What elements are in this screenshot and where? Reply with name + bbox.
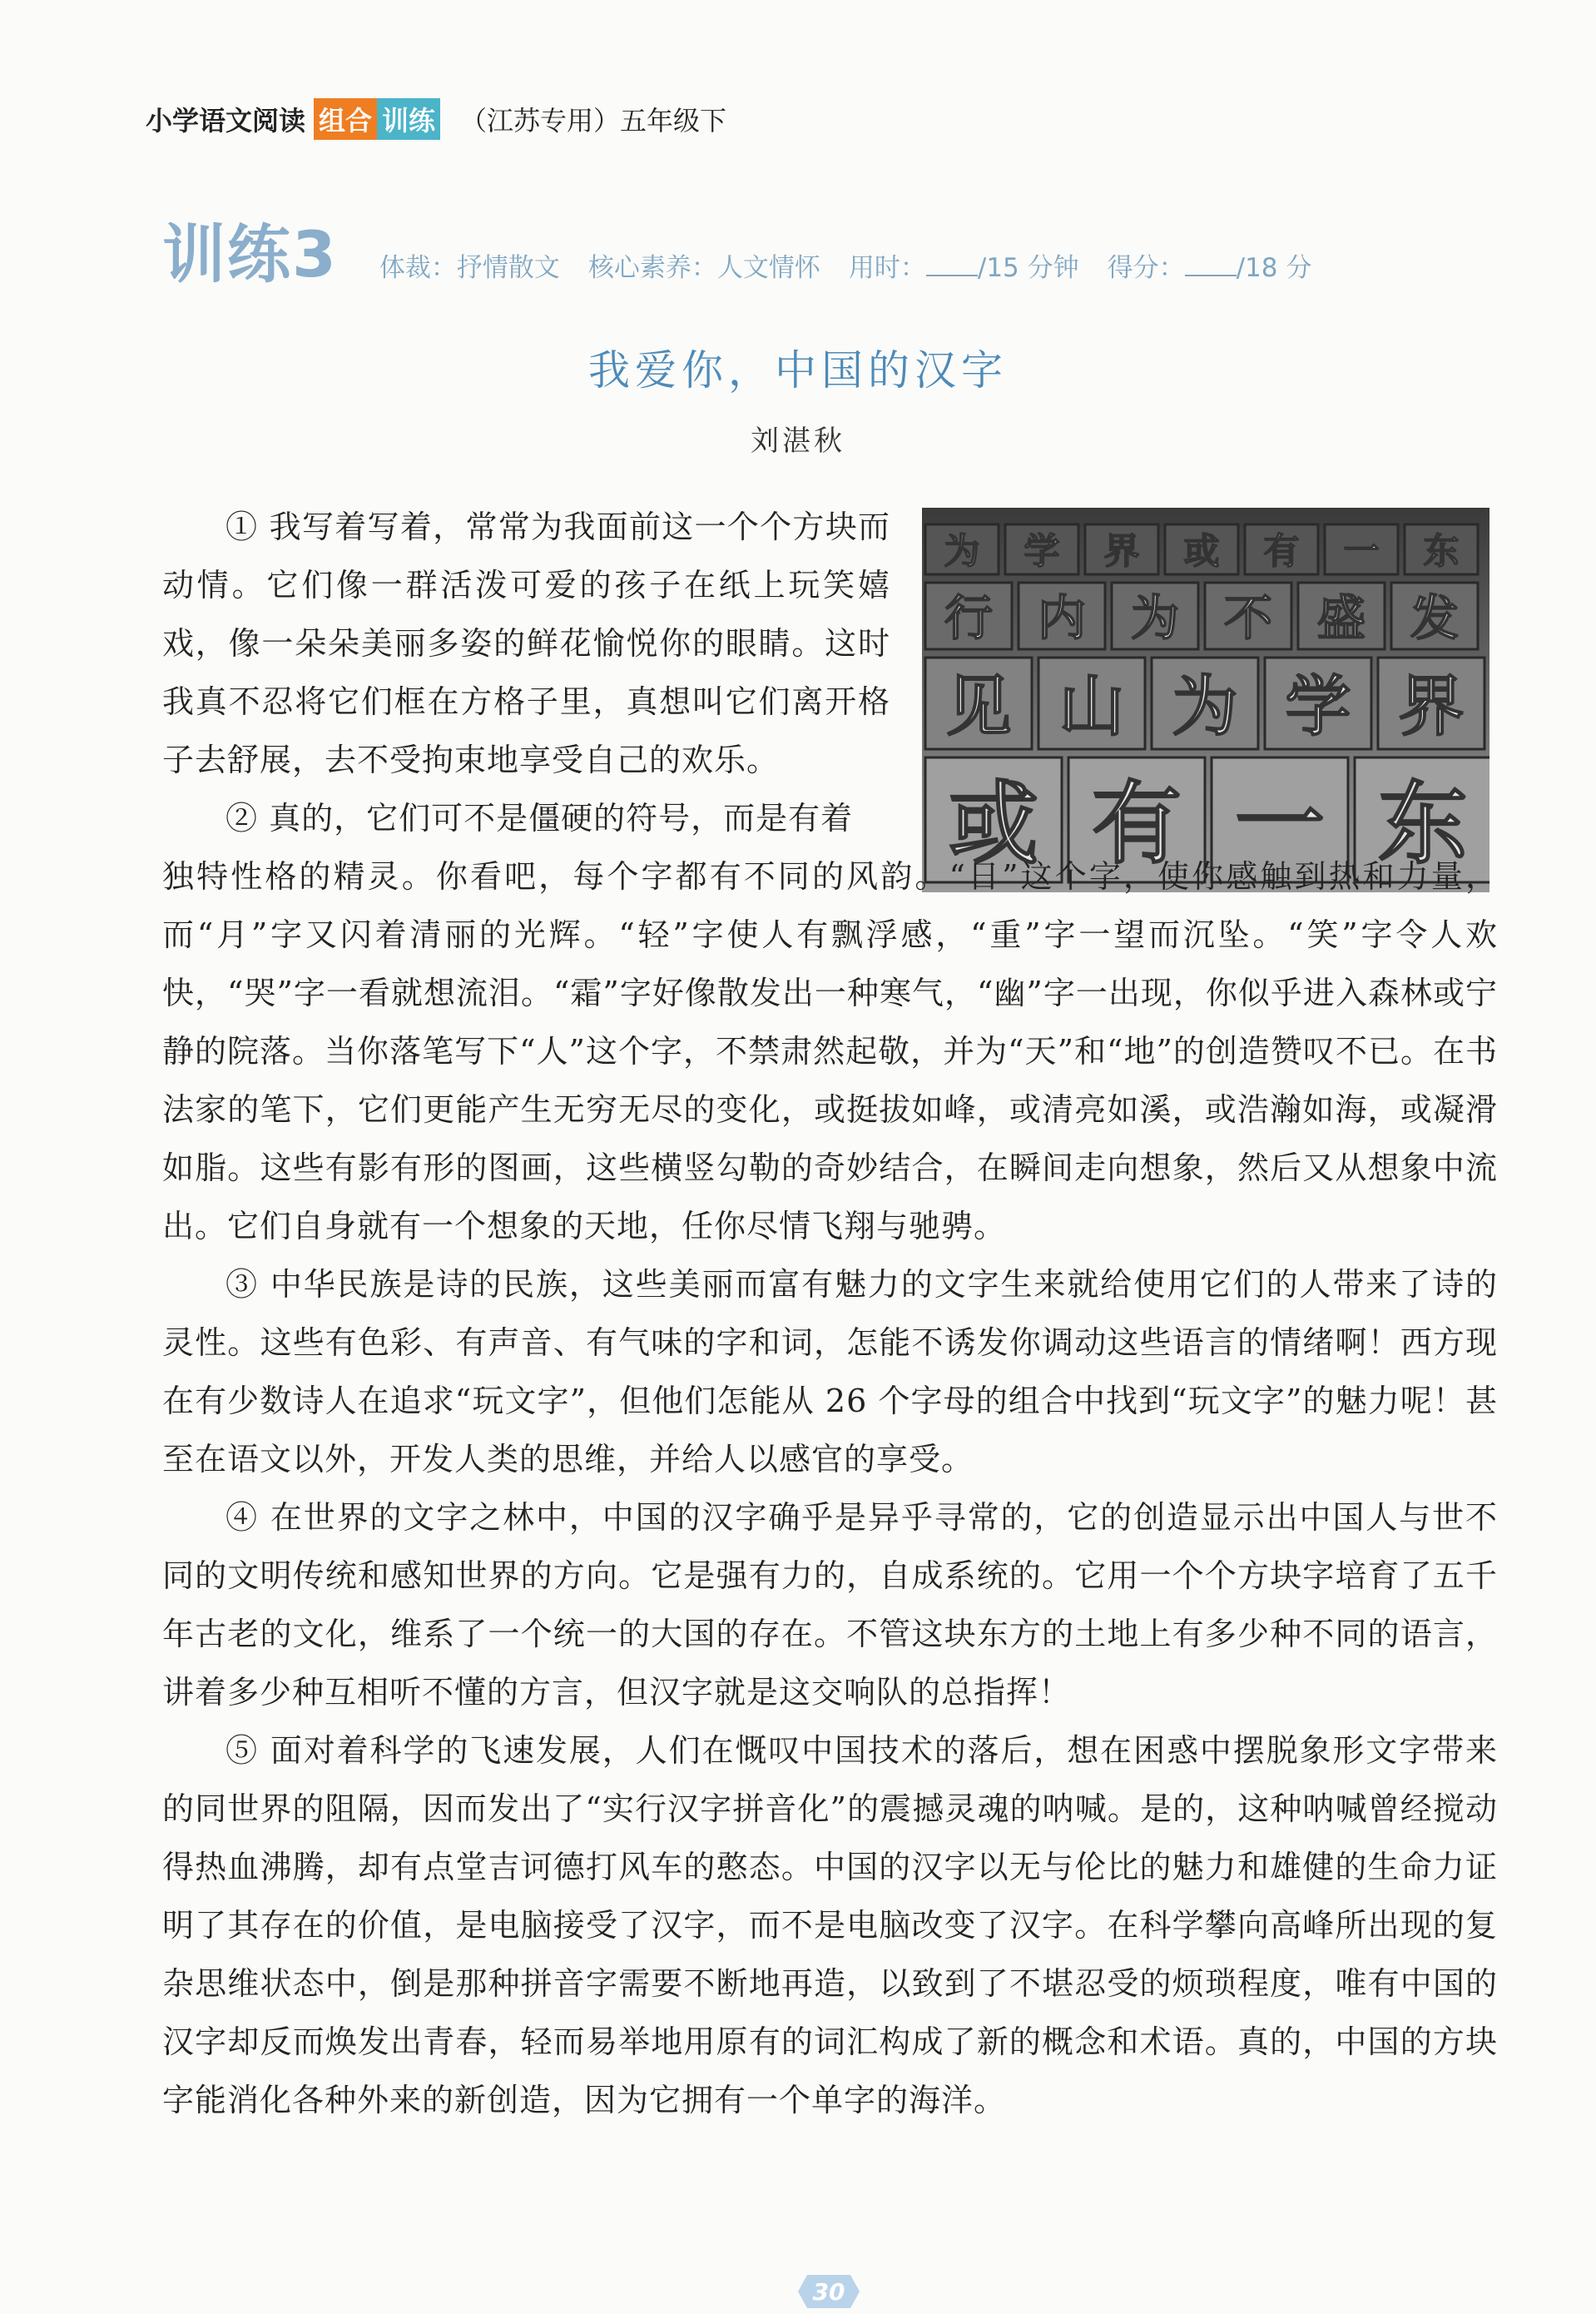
time-field: 用时： /15 分钟 [848,253,1079,283]
time-blank [926,255,978,276]
edition-label: （江苏专用）五年级下 [460,105,727,137]
series-title: 小学语文阅读 [146,105,306,137]
svg-text:一: 一 [1343,530,1380,573]
paragraph-5: ⑤ 面对着科学的飞速发展，人们在慨叹中国技术的落后，想在困惑中摆脱象形文字带来的同世界的阻隔，因而发出了“实行汉字拼音化”的震撼灵魂的呐喊。是的，这种呐喊曾经搅动得热血沸腾，却有点堂吉诃德打风车的憨态。中国的汉字以无与伦比的魅力和雄健的生命力证明了其存在的价值，是电脑接受了汉字，而不是电脑改变了汉字。在科学攀向高峰所出现的复杂思维状态中，倒是那种拼音字需要不断地再造，以致到了不堪忍受的烦琐程度，唯有中国的汉字却反而焕发出青春，轻而易举地用原有的词汇构成了新的概念和术语。真的，中国的方块字能消化各种外来的新创造，因为它拥有一个单字的海洋。 [162,1732,1498,2118]
svg-text:或: 或 [1183,530,1220,573]
svg-text:为: 为 [1172,668,1238,745]
svg-text:有: 有 [1091,772,1182,876]
score-blank [1185,255,1237,276]
svg-text:盛: 盛 [1316,589,1366,647]
svg-text:山: 山 [1058,668,1125,745]
svg-text:有: 有 [1263,530,1300,573]
paragraph-2-start: ② 真的，它们可不是僵硬的符号，而是有着 [226,800,854,837]
core-literacy-label: 核心素养：人文情怀 [587,253,820,283]
svg-text:东: 东 [1423,530,1460,573]
score-field: 得分： /18 分 [1107,253,1312,283]
section-title: 训练3 [162,217,338,291]
badge-xunlian: 训练 [377,98,440,140]
paragraph-3: ③ 中华民族是诗的民族，这些美丽而富有魅力的文字生来就给使用它们的人带来了诗的灵性。这些有色彩、有声音、有气味的字和词，怎能不诱发你调动这些语言的情绪啊！西方现在有少数诗人在追求“玩文字”，但他们怎能从 26 个字母的组合中找到“玩文字”的魅力呢！甚至在语文以外，开发人类的思维，并给人以感官的享受。 [162,1266,1498,1477]
svg-text:行: 行 [944,589,994,647]
svg-text:学: 学 [1024,530,1060,573]
page-number: 30 [812,2278,845,2306]
section-header [162,204,1340,295]
svg-text:或: 或 [948,772,1039,876]
paragraph-1: ① 我写着写着，常常为我面前这一个个方块而动情。它们像一群活泼可爱的孩子在纸上玩笑嬉戏，像一朵朵美丽多姿的鲜花愉悦你的眼睛。这时我真不忍将它们框在方格子里，真想叫它们离开格子去舒展，去不受拘束地享受自己的欢乐。 [162,509,890,778]
svg-text:内: 内 [1037,589,1087,647]
badge-zuhe: 组合 [314,98,377,140]
page-number-badge [797,2274,860,2309]
svg-text:发: 发 [1410,589,1460,647]
article-body [162,498,1498,2129]
hexagon-shape [797,2274,860,2309]
paragraph-4: ④ 在世界的文字之林中，中国的汉字确乎是异乎寻常的，它的创造显示出中国人与世不同的文明传统和感知世界的方向。它是强有力的，自成系统的。它用一个个方块字培育了五千年古老的文化，维系了一个统一的大国的存在。不管这块东方的土地上有多少种不同的语言，讲着多少种互相听不懂的方言，但汉字就是这交响队的总指挥！ [162,1499,1498,1711]
svg-text:东: 东 [1377,772,1469,876]
svg-text:见: 见 [945,668,1012,745]
svg-text:界: 界 [1398,668,1465,745]
book-header [146,98,726,140]
article-author: 刘湛秋 [751,425,845,458]
paragraph-2-rest: 独特性格的精灵。你看吧，每个字都有不同的风韵。“日”这个字，使你感触到热和力量，而“月”字又闪着清丽的光辉。“轻”字使人有飘浮感，“重”字一望而沉坠。“笑”字令人欢快，“哭”字一看就想流泪。“霜”字好像散发出一种寒气，“幽”字一出现，你似乎进入森林或宁静的院落。当你落笔写下“人”这个字，不禁肃然起敬，并为“天”和“地”的创造赞叹不已。在书法家的笔下，它们更能产生无穷无尽的变化，或挺拔如峰，或清亮如溪，或浩瀚如海，或凝滑如脂。这些有影有形的图画，这些横竖勾勒的奇妙结合，在瞬间走向想象，然后又从想象中流出。它们自身就有一个想象的天地，任你尽情飞翔与驰骋。 [162,858,1498,1244]
svg-text:界: 界 [1103,530,1140,573]
svg-text:不: 不 [1223,589,1273,647]
svg-text:学: 学 [1285,668,1351,745]
article-title: 我爱你，中国的汉字 [588,346,1008,395]
svg-text:为: 为 [1130,589,1180,647]
genre-label: 体裁：抒情散文 [379,253,560,283]
svg-text:为: 为 [944,530,980,573]
svg-text:一: 一 [1234,772,1326,876]
